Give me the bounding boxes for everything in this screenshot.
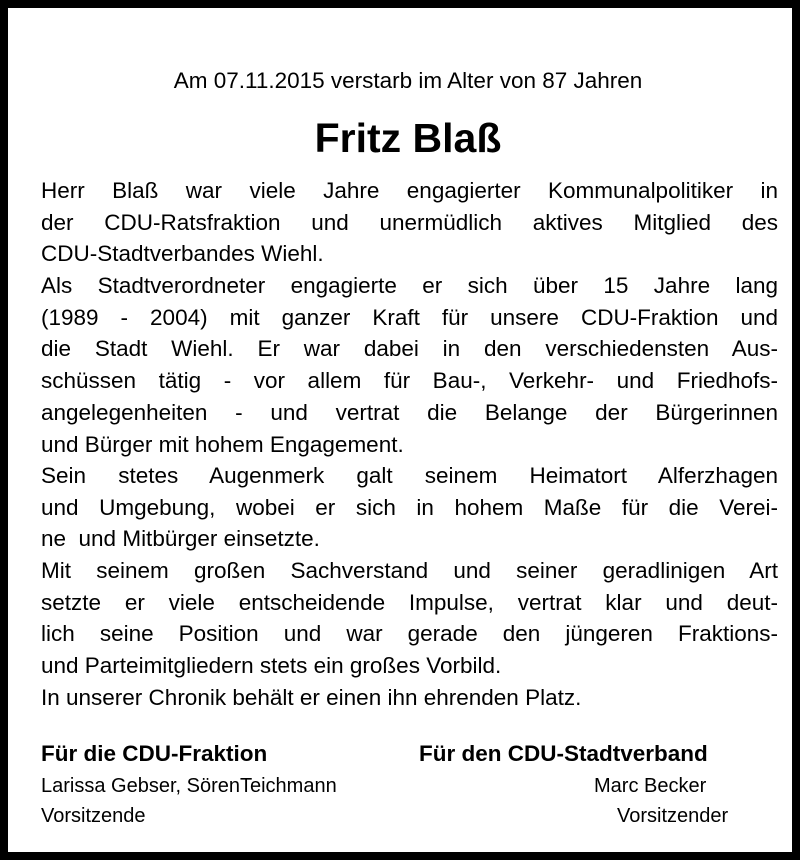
text-line: (1989 - 2004) mit ganzer Kraft für unsere CDU-Fraktion und	[41, 304, 778, 330]
signature-left-role: Vorsitzende	[41, 805, 146, 827]
text-line: und Parteimitgliedern stets ein großes Vorbild.	[41, 653, 502, 679]
text-line: Sein stetes Augenmerk galt seinem Heimatort Alferzhagen	[41, 463, 778, 488]
intro-line: Am 07.11.2015 verstarb im Alter von 87 Jahren	[173, 68, 643, 93]
text-line: In unserer Chronik behält er einen ihn ehrenden Platz.	[41, 685, 582, 710]
signature-right-heading: Für den CDU-Stadtverband	[419, 741, 708, 766]
paragraph-chronicle	[41, 682, 778, 714]
text-line: Als Stadtverordneter engagierte er sich über 15 Jahre lang	[41, 273, 778, 298]
text-line: CDU-Stadtverbandes Wiehl.	[41, 241, 324, 267]
paragraph-hometown	[41, 460, 778, 555]
paragraph-council	[41, 270, 778, 460]
text-line: die Stadt Wiehl. Er war dabei in den verschiedensten Aus-	[41, 336, 778, 362]
text-line: Herr Blaß war viele Jahre engagierter Kommunalpolitiker in	[41, 178, 778, 203]
text-line: der CDU-Ratsfraktion und unermüdlich aktives Mitglied des	[41, 209, 778, 235]
text-line: schüssen tätig - vor allem für Bau-, Verkehr- und Friedhofs-	[41, 368, 778, 394]
paragraph-legacy	[41, 555, 778, 682]
paragraph-career	[41, 175, 778, 270]
text-line: und Bürger mit hohem Engagement.	[41, 431, 404, 457]
text-line: ne und Mitbürger einsetzte.	[41, 526, 320, 552]
text-line: Mit seinem großen Sachverstand und seiner geradlinigen Art	[41, 558, 778, 583]
signature-left-heading: Für die CDU-Fraktion	[41, 741, 268, 766]
text-line: setzte er viele entscheidende Impulse, vertrat klar und deut-	[41, 589, 778, 615]
text-line: angelegenheiten - und vertrat die Belange der Bürgerinnen	[41, 399, 778, 425]
signature-right-names: Marc Becker	[594, 775, 707, 797]
signature-left-names: Larissa Gebser, SörenTeichmann	[41, 775, 337, 797]
text-line: lich seine Position und war gerade den jüngeren Fraktions-	[41, 621, 778, 647]
text-line: und Umgebung, wobei er sich in hohem Maße für die Verei-	[41, 494, 778, 520]
signature-right-role: Vorsitzender	[617, 805, 729, 827]
deceased-name: Fritz Blaß	[314, 115, 502, 161]
